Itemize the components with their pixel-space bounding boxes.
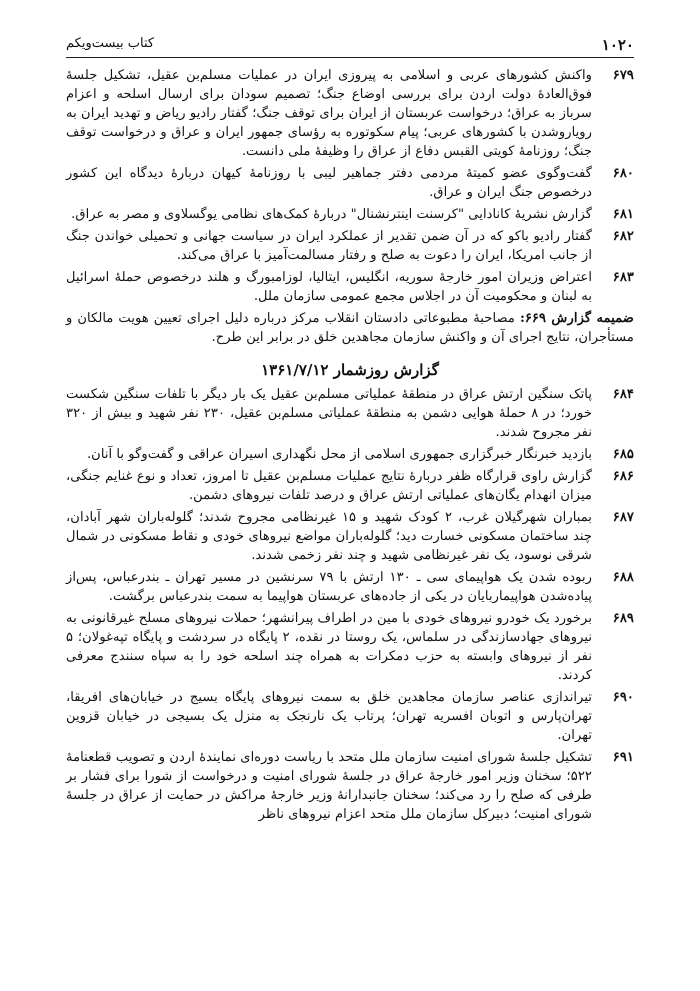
entry-number: ۶۹۰ xyxy=(612,690,634,705)
report-entry xyxy=(66,688,634,745)
entry-number: ۶۸۴ xyxy=(612,387,634,402)
entry-text: بمباران شهرگیلان غرب، ۲ کودک شهید و ۱۵ غیرنظامی مجروح شدند؛ گلوله‌باران شهر آبادان، چند ساختمان مسکونی خسارت دید؛ گلوله‌باران مواضع نیروهای خودی و نقاط مسکونی در شمال شرقی نوسود، یک نفر غیرنظامی شهید و چند نفر زخمی شدند. xyxy=(66,510,592,563)
entry-number: ۶۹۱ xyxy=(612,750,634,765)
entry-text: واکنش کشورهای عربی و اسلامی به پیروزی ایران در عملیات مسلم‌بن عقیل، تشکیل جلسهٔ فوق‌العادهٔ دولت اردن برای بررسی اوضاع جنگ؛ تصمیم سودان برای ارسال اسلحه و اعزام سرباز به عراق؛ درخواست عربستان از ایران برای توقف جنگ؛ گفتار رادیو ریاض و تهدید ایران به رویاروشدن با کشورهای عربی؛ پیام سکوتوره به رؤسای جمهور ایران و عراق و درخواست توقف جنگ؛ روزنامهٔ کویتی القبس دفاع از عراق را وظیفهٔ ملی دانست. xyxy=(66,68,592,159)
entry-number: ۶۷۹ xyxy=(612,68,634,83)
entry-number: ۶۸۸ xyxy=(612,570,634,585)
entry-number: ۶۸۹ xyxy=(612,611,634,626)
page-number: ۱۰۲۰ xyxy=(601,36,634,54)
entry-text: بازدید خبرنگار خبرگزاری جمهوری اسلامی از محل نگهداری اسیران عراقی و گفت‌وگو با آنان. xyxy=(86,447,592,462)
header-divider xyxy=(66,57,634,58)
entry-text: برخورد یک خودرو نیروهای خودی با مین در اطراف پیرانشهر؛ حملات نیروهای مسلح غیرقانونی به نیروهای جهادسازندگی در سلماس، یک روستا در نقده، ۲ پایگاه در سردشت و پایگاه تپه‌غولان؛ ۵ نفر از نیروهای وابسته به حزب دمکرات به همراه چند اسلحه خود را به سپاه سنندج معرفی کردند. xyxy=(66,611,592,683)
report-entry xyxy=(66,467,634,505)
entry-number: ۶۸۱ xyxy=(612,207,634,222)
entry-list-b xyxy=(66,385,634,824)
entry-text: تیراندازی عناصر سازمان مجاهدین خلق به سمت نیروهای پایگاه بسیج در خیابان‌های افریقا، تهران‌پارس و اتوبان افسریه تهران؛ پرتاب یک نارنجک به منزل یک بسیجی در خیابان قزوین تهران. xyxy=(66,690,592,743)
appendix-text: مصاحبهٔ مطبوعاتی دادستان انقلاب مرکز درباره دلیل اجرای تعیین هویت مالکان و مستأجران، نتایج اجرای آن و واکنش سازمان مجاهدین خلق در برابر این طرح. xyxy=(66,311,634,345)
entry-text: ربوده شدن یک هواپیمای سی ـ ۱۳۰ ارتش با ۷۹ سرنشین در مسیر تهران ـ بندرعباس، پس‌از پیاده‌شدن هواپیماربایان در یکی از جاده‌های عربستان هواپیما به سمت بندرعباس برگشت. xyxy=(66,570,592,604)
entry-text: اعتراض وزیران امور خارجهٔ سوریه، انگلیس، ایتالیا، لوزامبورگ و هلند درخصوص حملهٔ اسرائیل به لبنان و محکومیت آن در اجلاس مجمع عمومی سازمان ملل. xyxy=(66,270,592,304)
entry-list-a xyxy=(66,66,634,306)
entry-number: ۶۸۷ xyxy=(612,510,634,525)
entry-text: گفت‌وگوی عضو کمیتهٔ مردمی دفتر جماهیر لیبی با روزنامهٔ کیهان دربارهٔ دیدگاه این کشور درخصوص جنگ ایران و عراق. xyxy=(66,166,592,200)
appendix-label: ضمیمه گزارش ۶۶۹: xyxy=(519,311,634,326)
entry-number: ۶۸۶ xyxy=(612,469,634,484)
entry-text: گفتار رادیو باکو که در آن ضمن تقدیر از عملکرد ایران در سیاست جهانی و تحمیلی خواندن جنگ از جانب امریکا، ایران را دعوت به صلح و رفتار مسالمت‌آمیز با عراق می‌کند. xyxy=(66,229,592,263)
report-entry xyxy=(66,205,634,224)
report-entry xyxy=(66,748,634,824)
entry-text: گزارش راوی قرارگاه ظفر دربارهٔ نتایج عملیات مسلم‌بن عقیل تا امروز، تعداد و نوع غنایم جنگی، میزان انهدام یگان‌های عملیاتی ارتش عراق و درصد تلفات نیروهای دشمن. xyxy=(66,469,592,503)
entry-text: گزارش نشریهٔ کانادایی "کرسنت اینترنشنال" دربارهٔ کمک‌های نظامی یوگسلاوی و مصر به عراق. xyxy=(71,207,592,222)
entry-number: ۶۸۳ xyxy=(612,270,634,285)
book-title: کتاب بیست‌ویکم xyxy=(66,36,155,51)
report-entry xyxy=(66,66,634,161)
report-entry xyxy=(66,164,634,202)
report-entry xyxy=(66,445,634,464)
report-entry xyxy=(66,508,634,565)
entry-text: پاتک سنگین ارتش عراق در منطقهٔ عملیاتی مسلم‌بن عقیل یک بار دیگر با تلفات سنگین شکست خورد؛ در ۸ حملهٔ هوایی دشمن به منطقهٔ عملیاتی مسلم‌بن عقیل، ۲۳۰ نفر شهید و بیش از ۳۲۰ نفر مجروح شدند. xyxy=(66,387,592,440)
report-entry xyxy=(66,268,634,306)
page-body xyxy=(66,66,634,827)
report-entry xyxy=(66,568,634,606)
report-entry xyxy=(66,609,634,685)
appendix-note xyxy=(66,309,634,347)
entry-number: ۶۸۰ xyxy=(612,166,634,181)
entry-text: تشکیل جلسهٔ شورای امنیت سازمان ملل متحد با ریاست دوره‌ای نمایندهٔ اردن و تصویب قطعنامهٔ ۵۲۲؛ سخنان وزیر امور خارجهٔ عراق در جلسهٔ شورای امنیت و درخواست از شورا برای فشار بر طرفی که صلح را رد می‌کند؛ سخنان جانبدارانهٔ وزیر خارجهٔ مراکش در حمایت از عراق در جلسهٔ شورای امنیت؛ دبیرکل سازمان ملل متحد اعزام نیروهای ناظر xyxy=(66,750,592,822)
report-entry xyxy=(66,227,634,265)
entry-number: ۶۸۵ xyxy=(612,447,634,462)
section-title: گزارش روزشمار ۱۳۶۱/۷/۱۲ xyxy=(261,361,439,379)
page-header xyxy=(66,36,634,56)
entry-number: ۶۸۲ xyxy=(612,229,634,244)
report-entry xyxy=(66,385,634,442)
